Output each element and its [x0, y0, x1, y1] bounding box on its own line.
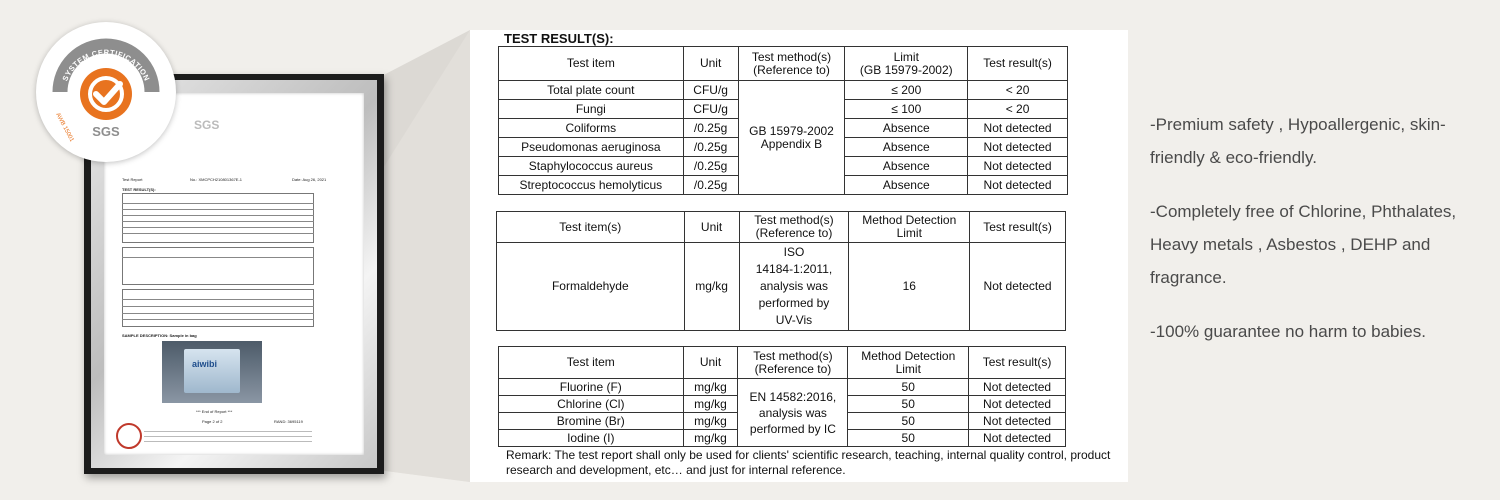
table-row	[499, 81, 1068, 100]
halogen-test-table	[498, 346, 1066, 447]
header-cell: Test result(s)	[968, 47, 1068, 81]
feature-item: -100% guarantee no harm to babies.	[1150, 322, 1426, 341]
cell-result: Not detected	[969, 379, 1066, 396]
header-cell: Test result(s)	[970, 212, 1066, 243]
sgs-certification-seal	[36, 22, 176, 162]
cell-item: Staphylococcus aureus	[499, 157, 684, 176]
cell-item: Streptococcus hemolyticus	[499, 176, 684, 195]
header-cell: Test result(s)	[969, 347, 1066, 379]
mini-header-mid: No.: XMCPCH210801367E-1	[190, 177, 243, 182]
header-cell: Test method(s) (Reference to)	[739, 212, 849, 243]
header-cell: Test item	[499, 347, 684, 379]
cell-result: Not detected	[968, 119, 1068, 138]
cell-result: Not detected	[969, 413, 1066, 430]
cell-method: EN 14582:2016, analysis was performed by IC	[738, 379, 848, 447]
cell-limit: 50	[848, 379, 969, 396]
header-cell: Method Detection Limit	[848, 347, 969, 379]
cell-unit: CFU/g	[683, 100, 738, 119]
table-row	[499, 379, 1066, 396]
mini-page-text: Page 2 of 2	[202, 419, 223, 424]
cell-unit: mg/kg	[683, 430, 738, 447]
cell-item: Coliforms	[499, 119, 684, 138]
cell-item: Total plate count	[499, 81, 684, 100]
mini-sample-desc: SAMPLE DESCRIPTION: Sample in bag	[122, 333, 197, 338]
microbial-test-table	[498, 46, 1068, 195]
mini-end-text: *** End of Report ***	[196, 409, 233, 414]
product-photo	[162, 341, 262, 403]
seal-brand: SGS	[92, 124, 120, 139]
cell-result: < 20	[968, 100, 1068, 119]
table-row	[497, 243, 1066, 331]
cell-limit: ≤ 100	[845, 100, 968, 119]
cell-method: ISO 14184-1:2011, analysis was performed by UV-Vis	[739, 243, 849, 331]
cell-item: Formaldehyde	[497, 243, 685, 331]
header-cell: Method Detection Limit	[849, 212, 970, 243]
header-cell: Unit	[684, 212, 739, 243]
cell-item: Chlorine (Cl)	[499, 396, 684, 413]
feature-item: -Completely free of Chlorine, Phthalates, Heavy metals , Asbestos , DEHP and fragrance.	[1150, 202, 1457, 287]
cell-method: GB 15979-2002 Appendix B	[738, 81, 845, 195]
mini-rand-text: RAND: 3695119	[274, 419, 303, 424]
mini-logo: SGS	[194, 118, 220, 132]
diaper-package: aiwibi	[184, 349, 240, 393]
cell-limit: Absence	[845, 138, 968, 157]
red-stamp-icon	[116, 423, 142, 449]
feature-list	[1150, 108, 1490, 369]
cell-item: Fungi	[499, 100, 684, 119]
zoomed-test-report	[470, 30, 1128, 482]
mini-table-3	[122, 289, 314, 327]
table-header-row	[499, 47, 1068, 81]
seal-icon	[36, 22, 176, 162]
cell-limit: ≤ 200	[845, 81, 968, 100]
report-remark: Remark: The test report shall only be used for clients' scientific research, teaching, internal quality control, product research and development, etc… and just for internal reference.	[506, 448, 1111, 477]
cell-unit: /0.25g	[683, 176, 738, 195]
cell-unit: /0.25g	[683, 138, 738, 157]
cell-result: Not detected	[969, 396, 1066, 413]
mini-table-1	[122, 193, 314, 243]
formaldehyde-test-table	[496, 211, 1066, 331]
cell-unit: /0.25g	[683, 157, 738, 176]
cell-limit: 50	[848, 413, 969, 430]
table-header-row	[499, 347, 1066, 379]
cell-limit: Absence	[845, 119, 968, 138]
cell-result: < 20	[968, 81, 1068, 100]
cell-result: Not detected	[968, 138, 1068, 157]
cell-unit: mg/kg	[683, 396, 738, 413]
report-heading: TEST RESULT(S):	[504, 31, 614, 46]
cell-limit: 16	[849, 243, 970, 331]
cell-limit: Absence	[845, 157, 968, 176]
header-cell: Test method(s) (Reference to)	[738, 47, 845, 81]
cell-limit: 50	[848, 430, 969, 447]
cell-result: Not detected	[970, 243, 1066, 331]
cell-item: Bromine (Br)	[499, 413, 684, 430]
header-cell: Test item(s)	[497, 212, 685, 243]
header-cell: Test item	[499, 47, 684, 81]
cell-unit: mg/kg	[684, 243, 739, 331]
cell-unit: mg/kg	[683, 379, 738, 396]
cell-limit: Absence	[845, 176, 968, 195]
seal-side-text: AWB 15001	[54, 112, 75, 144]
header-cell: Limit (GB 15979-2002)	[845, 47, 968, 81]
cell-unit: mg/kg	[683, 413, 738, 430]
table-header-row	[497, 212, 1066, 243]
mini-section: TEST RESULT(S):	[122, 187, 156, 192]
cell-limit: 50	[848, 396, 969, 413]
cell-item: Iodine (I)	[499, 430, 684, 447]
header-cell: Unit	[683, 347, 738, 379]
feature-item: -Premium safety , Hypoallergenic, skin-friendly & eco-friendly.	[1150, 115, 1446, 167]
header-cell: Unit	[683, 47, 738, 81]
cell-unit: CFU/g	[683, 81, 738, 100]
cell-result: Not detected	[968, 157, 1068, 176]
cell-unit: /0.25g	[683, 119, 738, 138]
cell-item: Fluorine (F)	[499, 379, 684, 396]
mini-header-right: Date: Aug 26, 2021	[292, 177, 327, 182]
cell-item: Pseudomonas aeruginosa	[499, 138, 684, 157]
mini-header-left: Test Report	[122, 177, 143, 182]
seal-top-text: SYSTEM CERTIFICATION	[60, 47, 152, 83]
mini-table-2	[122, 247, 314, 285]
cell-result: Not detected	[969, 430, 1066, 447]
cell-result: Not detected	[968, 176, 1068, 195]
header-cell: Test method(s) (Reference to)	[738, 347, 848, 379]
